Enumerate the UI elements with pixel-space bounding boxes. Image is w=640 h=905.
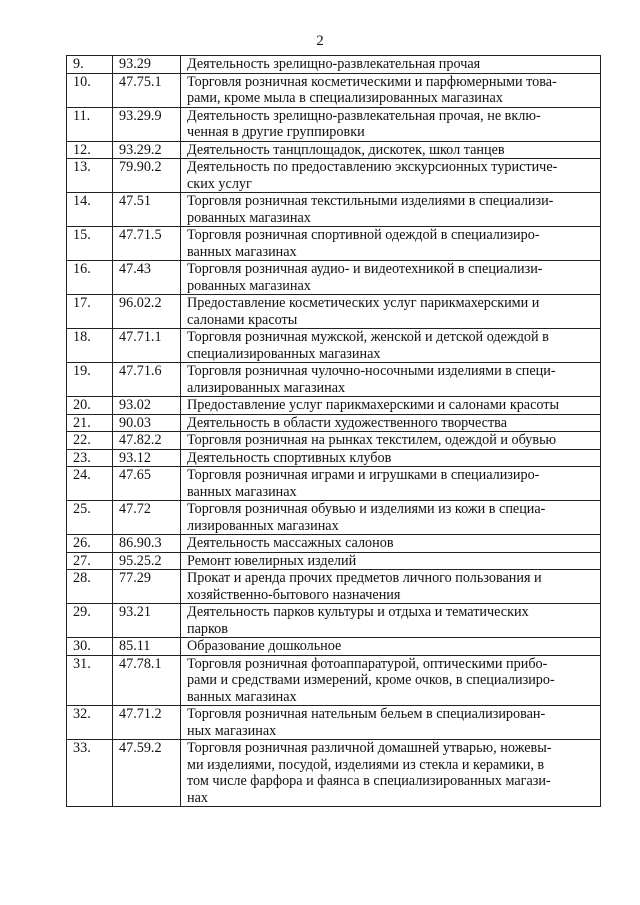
table-row: [67, 570, 601, 604]
activity-code: 47.71.5: [113, 227, 181, 261]
row-number: 28.: [67, 570, 113, 604]
activity-code: 47.59.2: [113, 740, 181, 807]
table-row: [67, 706, 601, 740]
activity-code: 47.51: [113, 193, 181, 227]
activity-code: 93.29.2: [113, 141, 181, 159]
row-number: 24.: [67, 467, 113, 501]
row-number: 17.: [67, 295, 113, 329]
activity-code: 93.02: [113, 397, 181, 415]
activity-description: Предоставление услуг парикмахерскими и салонами красоты: [181, 397, 601, 415]
activity-description: Деятельность массажных салонов: [181, 535, 601, 553]
row-number: 11.: [67, 107, 113, 141]
row-number: 12.: [67, 141, 113, 159]
page-number: 2: [316, 33, 324, 49]
activity-description: Деятельность спортивных клубов: [181, 449, 601, 467]
activity-code: 93.12: [113, 449, 181, 467]
table-row: [67, 141, 601, 159]
activity-description: Предоставление косметических услуг парикмахерскими и салонами красоты: [181, 295, 601, 329]
table-row: [67, 414, 601, 432]
row-number: 15.: [67, 227, 113, 261]
activity-code: 47.65: [113, 467, 181, 501]
activity-code: 47.71.1: [113, 329, 181, 363]
row-number: 21.: [67, 414, 113, 432]
activity-code: 47.72: [113, 501, 181, 535]
row-number: 26.: [67, 535, 113, 553]
row-number: 13.: [67, 159, 113, 193]
row-number: 29.: [67, 604, 113, 638]
activity-description: Деятельность зрелищно-развлекательная прочая, не вклю- ченная в другие группировки: [181, 107, 601, 141]
table-row: [67, 295, 601, 329]
row-number: 23.: [67, 449, 113, 467]
table-row: [67, 363, 601, 397]
activity-code: 90.03: [113, 414, 181, 432]
activity-code: 93.29.9: [113, 107, 181, 141]
row-number: 20.: [67, 397, 113, 415]
row-number: 14.: [67, 193, 113, 227]
row-number: 19.: [67, 363, 113, 397]
activity-description: Торговля розничная мужской, женской и детской одеждой в специализированных магазинах: [181, 329, 601, 363]
table-row: [67, 227, 601, 261]
activity-description: Прокат и аренда прочих предметов личного пользования и хозяйственно-бытового назначения: [181, 570, 601, 604]
table-row: [67, 449, 601, 467]
activity-code: 93.21: [113, 604, 181, 638]
activity-description: Торговля розничная на рынках текстилем, одеждой и обувью: [181, 432, 601, 450]
table-row: [67, 638, 601, 656]
activity-description: Торговля розничная различной домашней утварью, ножевы- ми изделиями, посудой, изделиями из стекла и керамики, в том числе фарфора и фаянса в специализированных магази- нах: [181, 740, 601, 807]
table-body: [67, 56, 601, 807]
activity-code: 93.29: [113, 56, 181, 74]
table-row: [67, 397, 601, 415]
activity-code: 47.43: [113, 261, 181, 295]
activity-description: Торговля розничная обувью и изделиями из кожи в специа- лизированных магазинах: [181, 501, 601, 535]
activity-description: Торговля розничная спортивной одеждой в специализиро- ванных магазинах: [181, 227, 601, 261]
row-number: 18.: [67, 329, 113, 363]
activity-code: 86.90.3: [113, 535, 181, 553]
activity-description: Деятельность танцплощадок, дискотек, школ танцев: [181, 141, 601, 159]
activity-description: Торговля розничная текстильными изделиями в специализи- рованных магазинах: [181, 193, 601, 227]
activity-code: 47.71.6: [113, 363, 181, 397]
activity-description: Торговля розничная играми и игрушками в специализиро- ванных магазинах: [181, 467, 601, 501]
table-row: [67, 501, 601, 535]
row-number: 31.: [67, 655, 113, 706]
table-row: [67, 193, 601, 227]
activity-description: Деятельность зрелищно-развлекательная прочая: [181, 56, 601, 74]
activity-code: 47.71.2: [113, 706, 181, 740]
row-number: 32.: [67, 706, 113, 740]
activity-code: 77.29: [113, 570, 181, 604]
table-row: [67, 56, 601, 74]
activity-code: 47.75.1: [113, 73, 181, 107]
activity-code: 96.02.2: [113, 295, 181, 329]
activity-code: 47.78.1: [113, 655, 181, 706]
table-row: [67, 604, 601, 638]
table-row: [67, 655, 601, 706]
row-number: 16.: [67, 261, 113, 295]
table-row: [67, 73, 601, 107]
activity-codes-table: [66, 55, 601, 807]
activity-description: Деятельность по предоставлению экскурсионных туристиче- ских услуг: [181, 159, 601, 193]
row-number: 9.: [67, 56, 113, 74]
row-number: 30.: [67, 638, 113, 656]
activity-code: 47.82.2: [113, 432, 181, 450]
row-number: 10.: [67, 73, 113, 107]
table-row: [67, 329, 601, 363]
activity-description: Ремонт ювелирных изделий: [181, 552, 601, 570]
table-row: [67, 552, 601, 570]
row-number: 27.: [67, 552, 113, 570]
activity-description: Торговля розничная нательным бельем в специализирован- ных магазинах: [181, 706, 601, 740]
activity-description: Деятельность парков культуры и отдыха и тематических парков: [181, 604, 601, 638]
activity-description: Торговля розничная фотоаппаратурой, оптическими прибо- рами и средствами измерений, кроме очков, в специализиро- ванных магазинах: [181, 655, 601, 706]
activity-code: 95.25.2: [113, 552, 181, 570]
table-row: [67, 740, 601, 807]
row-number: 25.: [67, 501, 113, 535]
table-row: [67, 159, 601, 193]
row-number: 33.: [67, 740, 113, 807]
table-row: [67, 535, 601, 553]
activity-description: Образование дошкольное: [181, 638, 601, 656]
activity-code: 79.90.2: [113, 159, 181, 193]
activity-description: Торговля розничная косметическими и парфюмерными това- рами, кроме мыла в специализированных магазинах: [181, 73, 601, 107]
table-row: [67, 467, 601, 501]
table-row: [67, 432, 601, 450]
activity-description: Деятельность в области художественного творчества: [181, 414, 601, 432]
activity-description: Торговля розничная чулочно-носочными изделиями в специ- ализированных магазинах: [181, 363, 601, 397]
row-number: 22.: [67, 432, 113, 450]
table-row: [67, 107, 601, 141]
table-row: [67, 261, 601, 295]
activity-description: Торговля розничная аудио- и видеотехникой в специализи- рованных магазинах: [181, 261, 601, 295]
activity-code: 85.11: [113, 638, 181, 656]
